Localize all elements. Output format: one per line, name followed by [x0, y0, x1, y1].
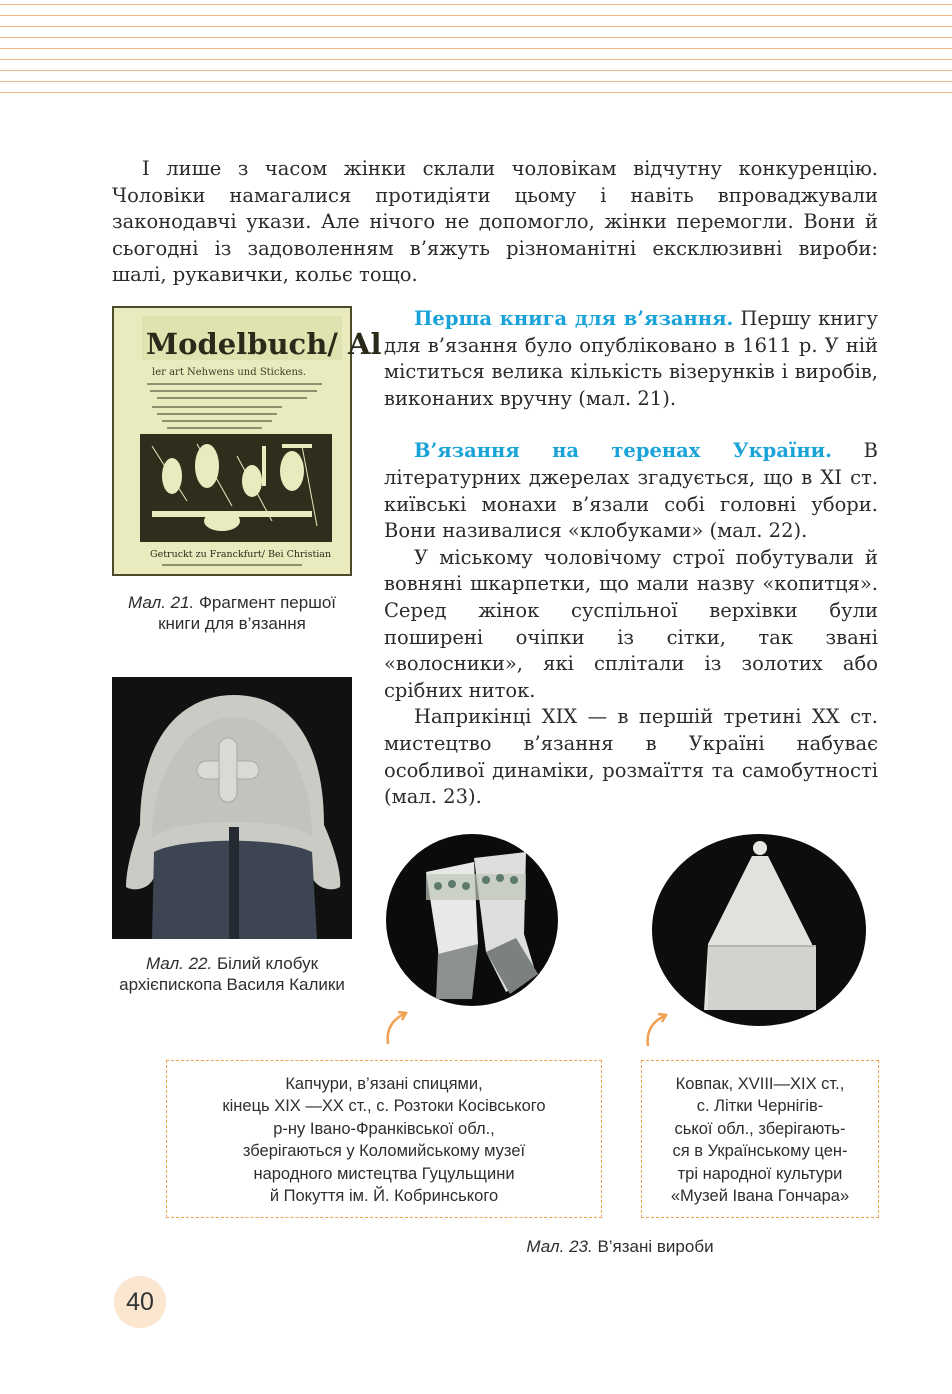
- figure-23-caption: [480, 1236, 760, 1257]
- cap-desc-line-5: трі народної культури: [677, 1164, 843, 1183]
- section-heading-first-book: Перша книга для в’язання.: [414, 307, 734, 330]
- cap-desc-line-2: с. Літки Чернігів-: [696, 1097, 824, 1116]
- section-ukraine: [384, 438, 878, 544]
- section-heading-ukraine: В’язання на теренах України.: [414, 439, 832, 463]
- section-text-first-book: Першу книгу для в’язання було опубліковано в 1611 р. У ній міститься велика кількість візерунків і виробів, виконаних вручну (мал. 21).: [384, 307, 878, 410]
- cap-description-box: [641, 1060, 879, 1218]
- figure-22-klobuk-photo: [112, 677, 352, 939]
- figure-21-label: Мал. 21.: [127, 593, 195, 612]
- paragraph-19th-century: Наприкінці XIX — в першій третині XX ст. мистецтво в’язання в Україні набуває особливої динаміки, розмаїття та самобутності (мал. 23).: [384, 705, 878, 809]
- page-number: 40: [114, 1276, 166, 1328]
- book-imprint: Getruckt zu Franckfurt/ Bei Christian: [150, 549, 332, 560]
- arrow-pointer-socks-icon: [380, 1008, 410, 1048]
- section-first-book: [384, 306, 878, 412]
- cap-desc-line-3: ської обл., зберігають-: [674, 1119, 846, 1138]
- paragraph-socks: У міському чоловічому строї побутували й вовняні шкарпетки, що мали назву «копитця». Серед жінок суспільної верхівки були поширені очіпки із сітки, так звані «волосники», які сплітали із золотих або срібних ниток.: [384, 545, 878, 702]
- header-stripes: [0, 0, 952, 100]
- figure-23-label: Мал. 23.: [526, 1237, 593, 1256]
- socks-desc-line-6: й Покуття ім. Й. Кобринського: [269, 1187, 499, 1206]
- socks-desc-line-3: р-ну Івано-Франківської обл.,: [273, 1119, 495, 1138]
- figure-23-socks-photo: [386, 834, 558, 1006]
- socks-desc-line-5: народного мистецтва Гуцульщини: [253, 1164, 515, 1183]
- klobuk-illustration: [112, 677, 352, 939]
- intro-paragraph: І лише з часом жінки склали чоловікам відчутну конкуренцію. Чоловіки намагалися протидіяти цьому і навіть впроваджували законодавчі укази. Але нічого не допомогло, жінки перемогли. Вони й сьогодні із задоволенням в’яжуть різноманітні ексклюзивні вироби: шалі, рукавички, кольє тощо.: [112, 157, 878, 287]
- section-text-ukraine: В літературних джерелах згадується, що в XI ст. київські монахи в’язали собі головні убори. Вони називалися «клобуками» (мал. 22).: [384, 439, 878, 543]
- figure-23-caption-text: В’язані вироби: [592, 1237, 714, 1256]
- figure-21-caption-text: Фрагмент першої книги для в’язання: [158, 593, 337, 633]
- cap-desc-line-4: ся в Українському цен-: [672, 1142, 848, 1161]
- cap-desc-line-6: «Музей Івана Гончара»: [670, 1187, 850, 1206]
- book-title: Modelbuch/ Al: [146, 327, 382, 361]
- figure-22-caption: [112, 953, 352, 995]
- figure-21-caption: [112, 592, 352, 634]
- book-woodcut-illustration: [112, 306, 382, 576]
- intro-text: [112, 156, 878, 289]
- figure-22-label: Мал. 22.: [145, 954, 213, 973]
- cap-illustration: [652, 834, 866, 1026]
- socks-desc-line-1: Капчури, в’язані спицями,: [285, 1075, 483, 1093]
- socks-desc-line-4: зберігаються у Коломийському музеї: [242, 1142, 526, 1161]
- cap-desc-line-1: Ковпак, XVIII—XIX ст.,: [675, 1075, 845, 1093]
- main-text-column: [384, 306, 878, 811]
- socks-illustration: [386, 834, 558, 1006]
- socks-description-box: [166, 1060, 602, 1218]
- socks-desc-line-2: кінець XIX —XX ст., с. Розтоки Косівського: [222, 1097, 546, 1116]
- arrow-pointer-cap-icon: [640, 1010, 670, 1050]
- figure-21-book-page: [112, 306, 382, 576]
- book-subtitle: ler art Nehwens und Stickens.: [152, 367, 307, 378]
- figure-23-cap-photo: [652, 834, 866, 1026]
- figure-22-caption-text: Білий клобук архієпископа Василя Калики: [119, 954, 345, 994]
